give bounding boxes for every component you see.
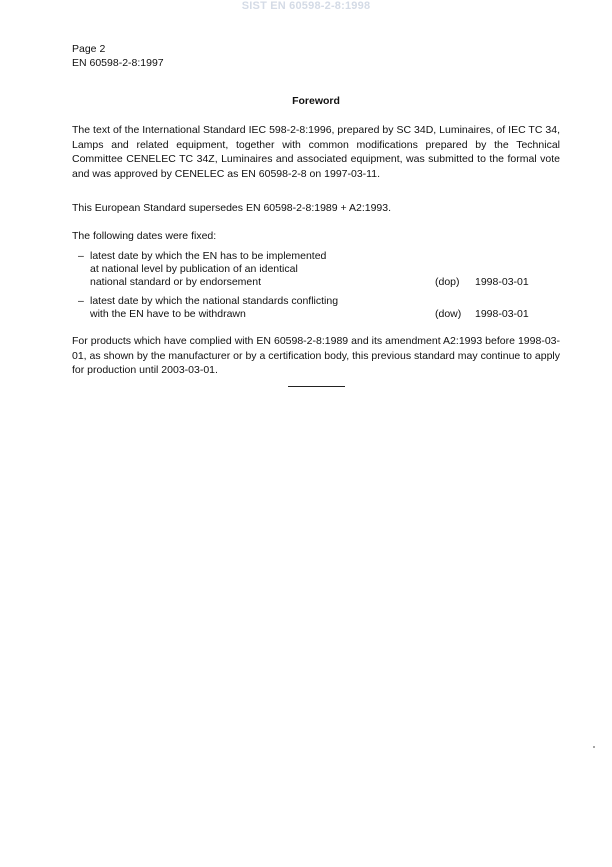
date-item-text <box>90 250 430 289</box>
section-title: Foreword <box>292 95 340 107</box>
date-item-text <box>90 295 430 321</box>
list-dash: – <box>78 295 84 307</box>
page-number: Page 2 <box>72 43 106 55</box>
date-item-line: with the EN have to be withdrawn <box>90 308 246 320</box>
intro-paragraph: The text of the International Standard IEC 598-2-8:1996, prepared by SC 34D, Luminaires, of IEC TC 34, Lamps and related equipment, together with common modifications prepared by the Technical Committee CENELEC TC 34Z, Luminaires and associated equipment, was submitted to the formal vote and was approved by CENELEC as EN 60598-2-8 on 1997-03-11. <box>72 124 560 180</box>
scan-speck <box>593 746 595 748</box>
list-dash: – <box>78 250 84 262</box>
document-watermark: SIST EN 60598-2-8:1998 <box>241 0 371 12</box>
closing-paragraph: For products which have complied with EN 60598-2-8:1989 and its amendment A2:1993 before 1998-03-01, as shown by the manufacturer or by a certification body, this previous standard may continue to apply for production until 2003-03-01. <box>72 335 560 377</box>
date-abbreviation: (dop) <box>435 276 460 288</box>
page-header <box>72 42 164 70</box>
date-value: 1998-03-01 <box>475 276 529 288</box>
date-item-line: national standard or by endorsement <box>90 276 262 288</box>
dates-intro-paragraph: The following dates were fixed: <box>72 230 217 242</box>
date-item-dop <box>78 250 560 289</box>
end-rule <box>288 386 345 387</box>
date-value: 1998-03-01 <box>475 308 529 320</box>
date-item-line: at national level by publication of an identical <box>90 263 298 275</box>
date-item-line: latest date by which the national standards conflicting <box>90 295 339 307</box>
standard-reference: EN 60598-2-8:1997 <box>72 57 164 69</box>
date-item-line: latest date by which the EN has to be implemented <box>90 250 327 262</box>
date-abbreviation: (dow) <box>435 308 462 320</box>
date-item-dow <box>78 295 560 321</box>
supersedes-paragraph: This European Standard supersedes EN 60598-2-8:1989 + A2:1993. <box>72 202 392 214</box>
